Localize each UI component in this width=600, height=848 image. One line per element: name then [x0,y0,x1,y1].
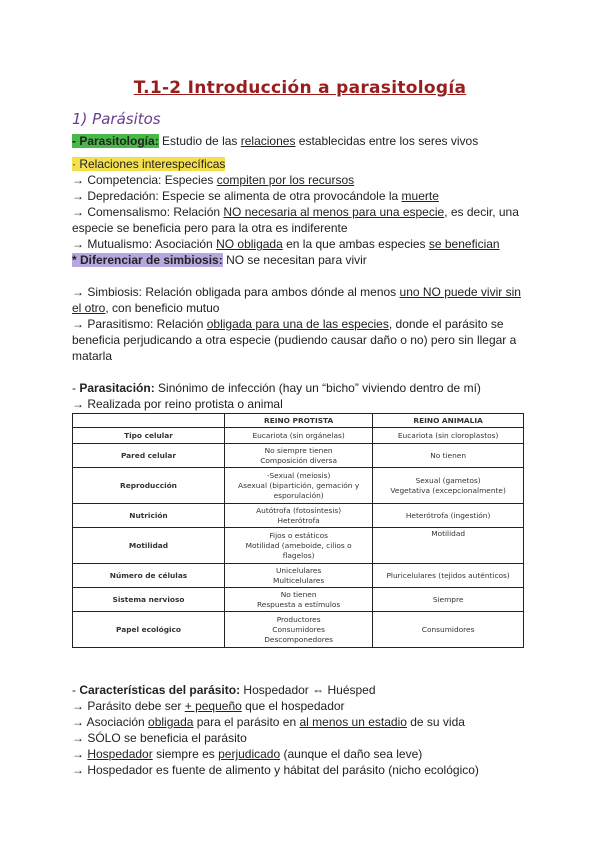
table-row [73,428,524,444]
table-cell: Heterótrofa (ingestión) [373,504,524,528]
row-label: Número de células [73,564,225,588]
table-row [73,588,524,612]
table-cell: Eucariota (sin cloroplastos) [373,428,524,444]
row-label: Nutrición [73,504,225,528]
row-label: Sistema nervioso [73,588,225,612]
row-label: Motilidad [73,528,225,564]
line-fuente: → Hospedador es fuente de alimento y hábitat del parásito (nicho ecológico) [72,763,479,777]
line-parasitismo-cont: beneficia perjudicando a otra especie (pudiendo causar daño o no) pero sin llegar a [72,333,517,347]
table-cell: Siempre [373,588,524,612]
table-header-cell: REINO ANIMALIA [373,414,524,428]
table-row [73,444,524,468]
line-parasitismo: → Parasitismo: Relación obligada para una de las especies, donde el parásito se [72,317,504,331]
table-cell: No tienen Respuesta a estímulos [225,588,373,612]
line-diferenciar: * Diferenciar de simbiosis: NO se necesitan para vivir [72,253,367,267]
table-cell: Autótrofa (fotosíntesis) Heterótrofa [225,504,373,528]
row-label: Reproducción [73,468,225,504]
section-heading: 1) Parásitos [72,110,161,128]
table-header-cell [73,414,225,428]
table-cell: Unicelulares Multicelulares [225,564,373,588]
line-pequeno: → Parásito debe ser + pequeño que el hospedador [72,699,345,713]
table-cell: -Sexual (meiosis) Asexual (bipartición, gemación y esporulación) [225,468,373,504]
table-header-row [73,414,524,428]
line-simbiosis-cont: el otro, con beneficio mutuo [72,301,220,315]
line-asociacion: → Asociación obligada para el parásito en al menos un estadio de su vida [72,715,465,729]
table-cell: Fijos o estáticos Motilidad (ameboide, cilios o flagelos) [225,528,373,564]
line-solo: → SÓLO se beneficia el parásito [72,731,247,745]
line-parasitologia: - Parasitología: Estudio de las relaciones establecidas entre los seres vivos [72,134,479,148]
row-label: Pared celular [73,444,225,468]
table-row [73,564,524,588]
table-cell: No tienen [373,444,524,468]
page-title: T.1-2 Introducción a parasitología [133,78,467,98]
line-hospedador: → Hospedador siempre es perjudicado (aunque el daño sea leve) [72,747,423,761]
table-cell: Consumidores [373,612,524,648]
table-cell: Motilidad [373,528,524,564]
table-cell: Pluricelulares (tejidos auténticos) [373,564,524,588]
line-comensalismo: → Comensalismo: Relación NO necesaria al menos para una especie, es decir, una [72,205,519,219]
table-cell: Eucariota (sin orgánelas) [225,428,373,444]
table-cell: No siempre tienen Composición diversa [225,444,373,468]
table-row [73,468,524,504]
line-relaciones: · Relaciones interespecíficas [72,157,226,171]
table-row [73,504,524,528]
row-label: Papel ecológico [73,612,225,648]
table-cell: Productores Consumidores Descomponedores [225,612,373,648]
line-parasitacion: - Parasitación: Sinónimo de infección (hay un “bicho” viviendo dentro de mí) [72,381,481,395]
line-simbiosis: → Simbiosis: Relación obligada para ambos dónde al menos uno NO puede vivir sin [72,285,521,299]
line-mutualismo: → Mutualismo: Asociación NO obligada en la que ambas especies se benefician [72,237,500,251]
table-cell: Sexual (gametos) Vegetativa (excepcionalmente) [373,468,524,504]
table-row [73,612,524,648]
line-parasitismo-cont2: matarla [72,349,113,363]
comparison-table [72,413,524,648]
row-label: Tipo celular [73,428,225,444]
line-competencia: → Competencia: Especies compiten por los recursos [72,173,355,187]
table-header-cell: REINO PROTISTA [225,414,373,428]
table-row [73,528,524,564]
line-comensalismo-cont: especie se beneficia pero para la otra es indiferente [72,221,348,235]
line-depredacion: → Depredación: Especie se alimenta de otra provocándole la muerte [72,189,439,203]
line-realizada: → Realizada por reino protista o animal [72,397,283,411]
line-caracteristicas: - Características del parásito: Hospedador ⇔ Huésped [72,683,376,697]
